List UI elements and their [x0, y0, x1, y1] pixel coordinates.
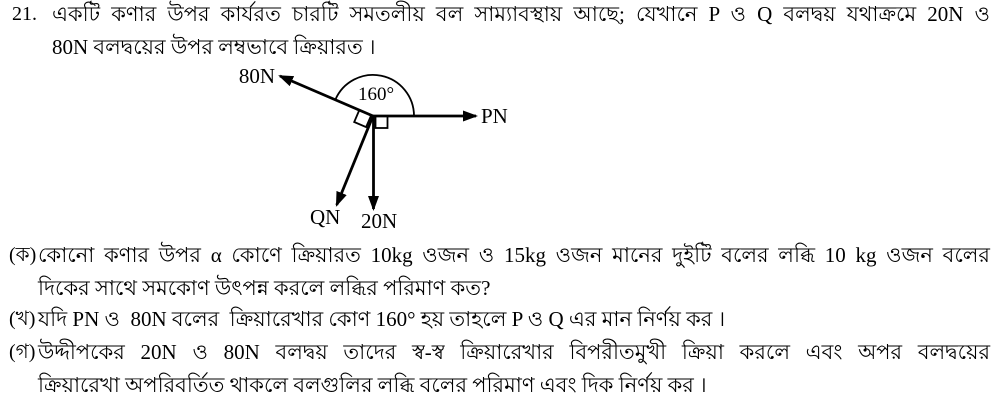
- force-diagram: [230, 62, 530, 242]
- label-20n: 20N: [361, 209, 398, 233]
- question-stem-line-1: একটি কণার উপর কার্যরত চারটি সমতলীয় বল সাম্যাবস্থায় আছে; যেখানে P ও Q বলদ্বয় যথাক্রমে 20N ও: [52, 2, 990, 26]
- subquestion-kha-marker: (খ): [9, 308, 36, 330]
- subquestion-ga-marker: (গ): [9, 341, 36, 363]
- force-line-qn: [337, 116, 373, 205]
- subquestion-kha-line-1: যদি PN ও 80N বলের ক্রিয়ারেখার কোণ 160° হয় তাহলে P ও Q এর মান নির্ণয় কর ।: [38, 307, 726, 331]
- label-pn: PN: [481, 104, 508, 128]
- right-angle-mark-20n-pn: [376, 116, 388, 128]
- subquestion-ka-line-1: কোনো কণার উপর α কোণে ক্রিয়ারত 10kg ওজন ও 15kg ওজন মানের দুইটি বলের লব্ধি 10 kg ওজন বলের: [38, 243, 990, 267]
- subquestion-ka-marker: (ক): [9, 244, 37, 266]
- question-stem-line-2: 80N বলদ্বয়ের উপর লম্বভাবে ক্রিয়ারত ।: [52, 35, 376, 59]
- subquestion-ga-line-2: ক্রিয়ারেখা অপরিবর্তিত থাকলে বলগুলির লব্ধি বলের পরিমাণ এবং দিক নির্ণয় কর ।: [38, 373, 707, 397]
- label-80n: 80N: [238, 64, 275, 88]
- label-qn: QN: [310, 205, 341, 229]
- subquestion-ga-line-1: উদ্দীপকের 20N ও 80N বলদ্বয় তাদের স্ব-স্ব ক্রিয়ারেখার বিপরীতমুখী ক্রিয়া করলে এবং অপর বলদ্বয়ের: [38, 340, 990, 364]
- label-angle-160: 160°: [358, 84, 395, 105]
- question-number: 21.: [12, 3, 37, 25]
- subquestion-ka-line-2: দিকের সাথে সমকোণ উৎপন্ন করলে লব্ধির পরিমাণ কত?: [38, 276, 491, 300]
